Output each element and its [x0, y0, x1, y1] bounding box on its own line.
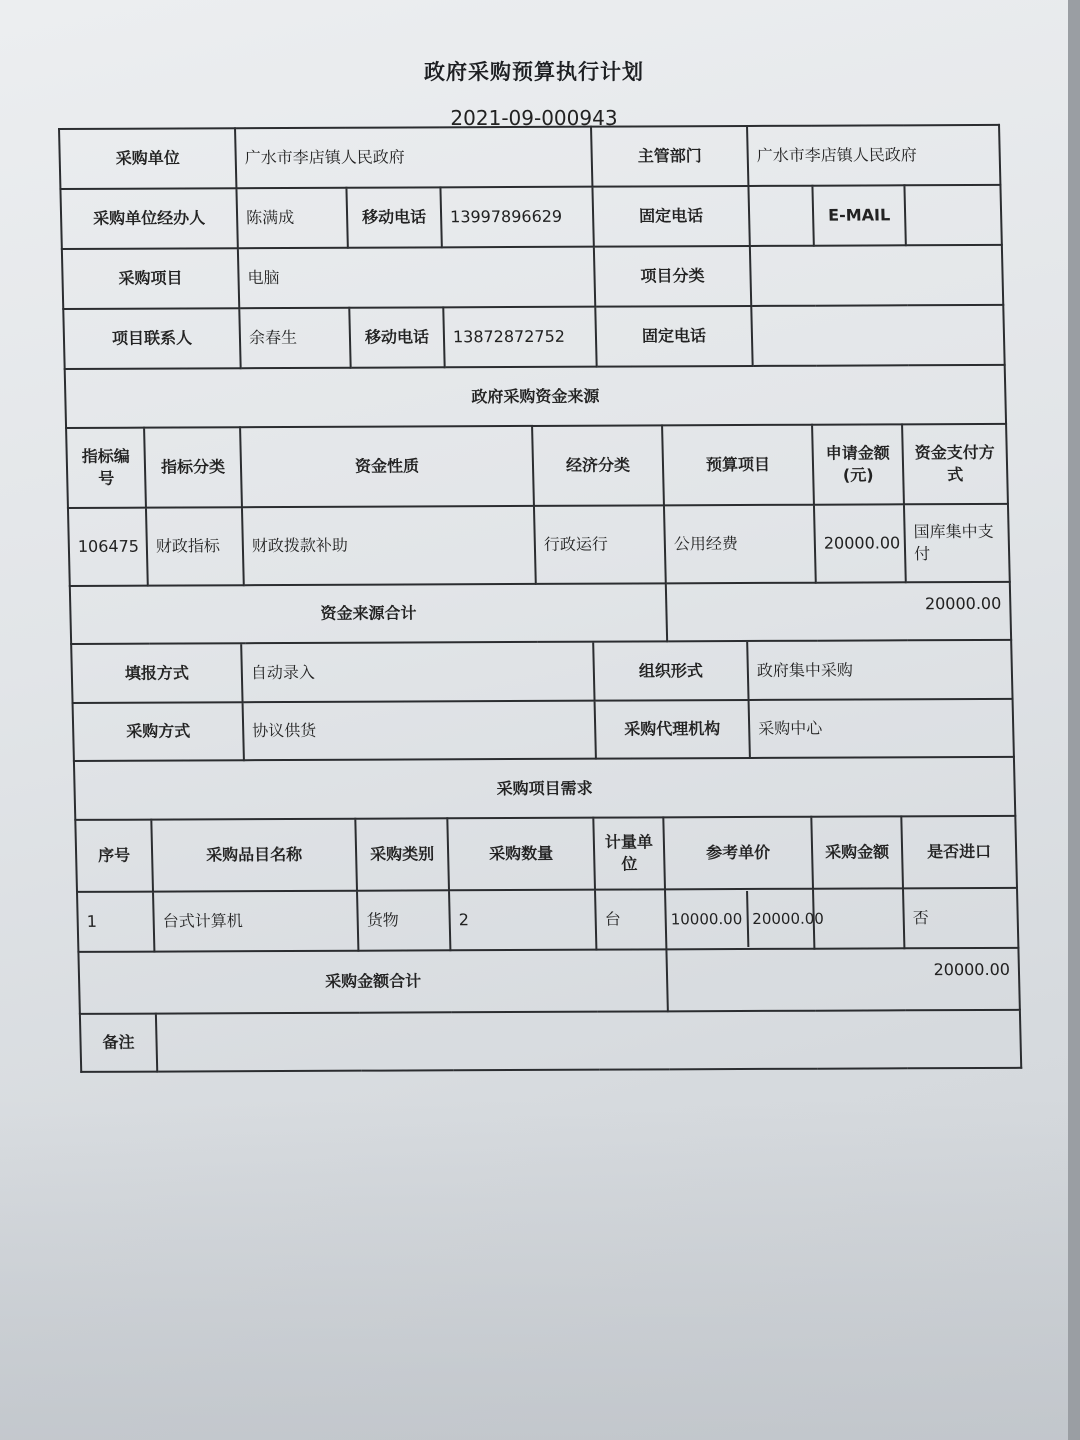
method-row-proc [73, 699, 1014, 761]
funds-header-row [66, 424, 1008, 508]
items-header-row [75, 816, 1017, 892]
info-row-handler [60, 185, 1001, 249]
funds-header-index-type: 指标分类 [144, 427, 242, 507]
funds-cell-budget-item: 公用经费 [664, 505, 816, 584]
items-total-label: 采购金额合计 [78, 949, 667, 1014]
funds-table [64, 366, 1012, 645]
items-cell-type: 货物 [357, 890, 450, 950]
items-header-amount: 采购金额 [811, 816, 903, 888]
funds-header-index-no: 指标编号 [66, 428, 146, 508]
document-title: 政府采购预算执行计划 [424, 60, 644, 84]
remark-row [80, 1010, 1021, 1072]
info-table [58, 124, 1006, 370]
project-label: 采购项目 [62, 248, 239, 309]
items-cell-amount: 20000.00 [746, 891, 829, 947]
items-table [73, 758, 1022, 1073]
category-value [750, 245, 1003, 306]
funds-cell-amount: 20000.00 [814, 504, 906, 582]
category-label: 项目分类 [594, 246, 751, 307]
funds-cell-economic: 行政运行 [534, 505, 666, 584]
info-row-contact [63, 305, 1004, 369]
handler-fixed-label: 固定电话 [592, 186, 749, 247]
email-label: E-MAIL [812, 185, 905, 245]
funds-cell-index-type: 财政指标 [146, 507, 244, 585]
handler-mobile-label: 移动电话 [346, 187, 441, 247]
funds-total-row [70, 582, 1011, 644]
handler-label: 采购单位经办人 [60, 188, 237, 249]
method-table [70, 641, 1015, 762]
items-header-qty: 采购数量 [447, 818, 595, 891]
funds-header-nature: 资金性质 [240, 426, 534, 507]
items-header-ref-price: 参考单价 [663, 817, 813, 890]
proc-label: 采购方式 [73, 702, 244, 761]
funds-cell-payment: 国库集中支付 [904, 504, 1010, 582]
price-amount-split [666, 891, 825, 948]
funds-header-budget-item: 预算项目 [662, 425, 814, 506]
proc-value: 协议供货 [243, 701, 596, 761]
funds-header-economic: 经济分类 [532, 425, 664, 506]
fill-value: 自动录入 [241, 643, 594, 703]
items-cell-import: 否 [903, 888, 1018, 948]
funds-total-label: 资金来源合计 [70, 583, 667, 644]
buyer-value: 广水市李店镇人民政府 [235, 127, 592, 189]
agency-value: 采购中心 [749, 699, 1014, 758]
contact-mobile-label: 移动电话 [349, 307, 444, 367]
contact-value: 余春生 [239, 308, 350, 368]
document-number: 2021-09-000943 [450, 106, 618, 130]
items-cell-name: 台式计算机 [153, 891, 358, 952]
funds-section-row [65, 366, 1006, 428]
agency-label: 采购代理机构 [595, 700, 750, 759]
org-value: 政府集中采购 [747, 641, 1012, 700]
funds-cell-index-no: 106475 [68, 508, 148, 586]
items-total-row [78, 948, 1019, 1014]
paper-shadow [0, 1100, 1068, 1440]
method-row-fill [71, 641, 1012, 703]
handler-mobile-value: 13997896629 [440, 187, 593, 248]
items-header-name: 采购品目名称 [151, 819, 357, 892]
items-header-type: 采购类别 [355, 818, 449, 890]
contact-fixed-value [751, 305, 1004, 366]
items-header-import: 是否进口 [901, 816, 1017, 888]
funds-header-payment: 资金支付方式 [902, 424, 1008, 504]
items-cell-ref-price: 10000.00 [670, 910, 743, 929]
funds-data-row [68, 504, 1010, 586]
funds-total-value: 20000.00 [666, 582, 1011, 641]
contact-fixed-label: 固定电话 [595, 306, 752, 367]
fill-label: 填报方式 [71, 644, 242, 703]
dept-label: 主管部门 [591, 126, 748, 187]
contact-label: 项目联系人 [63, 308, 240, 369]
funds-header-amount: 申请金额(元) [812, 424, 904, 504]
items-cell-price-amount [665, 889, 825, 950]
items-section-title: 采购项目需求 [74, 758, 1015, 820]
items-header-unit: 计量单位 [593, 817, 665, 889]
items-total-value: 20000.00 [666, 948, 1019, 1012]
buyer-label: 采购单位 [59, 128, 236, 189]
handler-value: 陈满成 [236, 188, 347, 248]
email-value [904, 185, 1001, 245]
funds-cell-nature: 财政拨款补助 [242, 506, 536, 585]
org-label: 组织形式 [593, 642, 748, 701]
items-cell-unit: 台 [595, 889, 666, 949]
dept-value: 广水市李店镇人民政府 [747, 125, 1000, 186]
project-value: 电脑 [238, 247, 595, 309]
procurement-form [58, 124, 1020, 1073]
remark-value [156, 1010, 1021, 1072]
remark-label: 备注 [80, 1014, 157, 1072]
handler-fixed-value [748, 186, 813, 246]
contact-mobile-value: 13872872752 [443, 307, 596, 368]
items-section-row [74, 758, 1015, 820]
items-header-seq: 序号 [75, 820, 153, 892]
items-data-row [77, 888, 1018, 952]
funds-section-title: 政府采购资金来源 [65, 366, 1006, 428]
items-cell-seq: 1 [77, 892, 154, 952]
info-row-buyer [59, 125, 1000, 189]
items-cell-qty: 2 [449, 890, 596, 951]
info-row-project [62, 245, 1003, 309]
